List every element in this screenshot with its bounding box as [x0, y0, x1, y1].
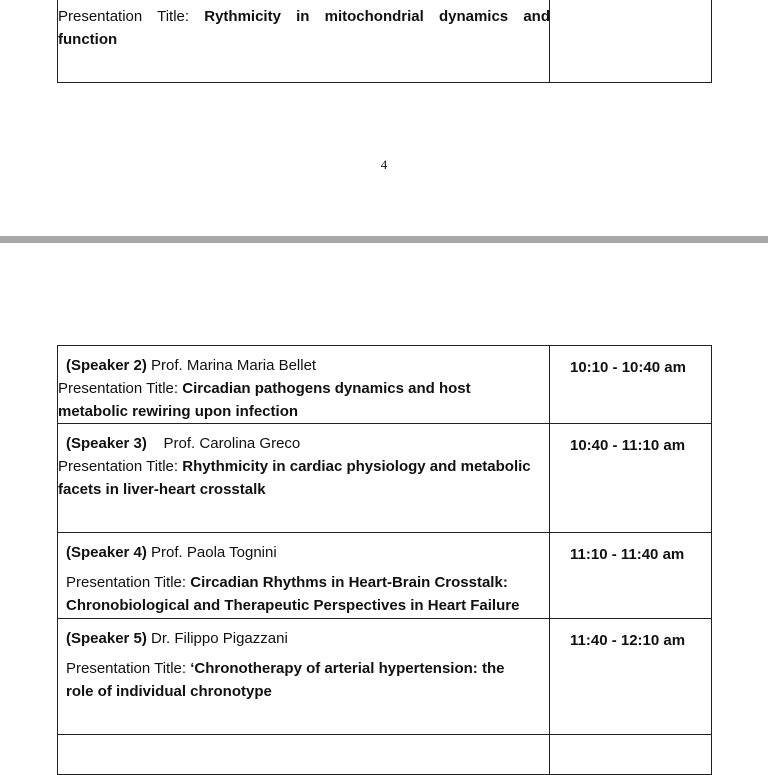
presentation-title-label: Presentation Title: [58, 458, 183, 475]
time-cell [550, 619, 712, 735]
presentation-title-continued: facets in liver-heart crosstalk [58, 481, 266, 498]
speaker-name: Prof. Carolina Greco [146, 435, 301, 452]
time-cell [550, 346, 712, 424]
speaker-line [58, 354, 549, 377]
speaker-name: Prof. Marina Maria Bellet [146, 357, 317, 374]
presentation-title-line [58, 377, 549, 400]
presentation-title: Rythmicity in mitochondrial dynamics and [204, 8, 550, 25]
session-cell [58, 0, 550, 83]
presentation-title: Rhythmicity in cardiac physiology and metabolic [182, 458, 531, 475]
time-cell [550, 533, 712, 619]
table-row [58, 346, 712, 424]
session-cell [58, 619, 550, 735]
speaker-line [58, 432, 549, 455]
presentation-title-label: Presentation Title: [58, 8, 205, 25]
time-cell [550, 0, 712, 83]
speaker-name: Prof. Paola Tognini [146, 544, 277, 561]
presentation-title: Circadian pathogens dynamics and host [182, 380, 471, 397]
time-slot: 10:40 - 11:10 am [570, 437, 686, 454]
page-number: 4 [380, 157, 388, 172]
session-cell [58, 533, 550, 619]
time-slot: 10:10 - 10:40 am [570, 359, 686, 376]
speaker-label: (Speaker 3) [66, 435, 147, 452]
session-cell [58, 735, 550, 775]
document-page-bottom [0, 243, 768, 744]
presentation-title-continued: role of individual chronotype [66, 683, 272, 700]
table-row [58, 735, 712, 775]
speaker-label: (Speaker 4) [66, 544, 147, 561]
schedule-table [57, 345, 712, 775]
table-row [58, 533, 712, 619]
table-row [58, 0, 712, 83]
presentation-title-line [58, 5, 550, 28]
presentation-title-line [58, 455, 549, 478]
speaker-label: (Speaker 2) [66, 357, 147, 374]
speaker-name: Dr. Filippo Pigazzani [146, 630, 288, 647]
session-cell [58, 346, 550, 424]
presentation-title-continued: metabolic rewiring upon infection [58, 403, 299, 420]
presentation-title: Circadian Rhythms in Heart-Brain Crosstalk: [190, 574, 508, 591]
time-slot: 11:10 - 11:40 am [570, 546, 685, 563]
presentation-title-label: Presentation Title: [66, 574, 191, 591]
speaker-label: (Speaker 5) [66, 630, 147, 647]
presentation-title-continued: function [58, 31, 118, 48]
document-page-top [0, 0, 768, 236]
time-cell [550, 735, 712, 775]
time-slot: 11:40 - 12:10 am [570, 632, 686, 649]
session-cell [58, 424, 550, 533]
presentation-title-label: Presentation Title: [66, 660, 191, 677]
table-row [58, 619, 712, 735]
speaker-line [58, 627, 549, 650]
schedule-table-continued [57, 0, 712, 83]
presentation-title-continued: Chronobiological and Therapeutic Perspectives in Heart Failure [66, 597, 520, 614]
page-separator [0, 236, 768, 243]
presentation-title-line [58, 571, 549, 594]
presentation-title-label: Presentation Title: [58, 380, 183, 397]
presentation-title: ‘Chronotherapy of arterial hypertension: the [190, 660, 505, 677]
table-row [58, 424, 712, 533]
presentation-title-line [58, 657, 549, 680]
time-cell [550, 424, 712, 533]
speaker-line [58, 541, 549, 564]
